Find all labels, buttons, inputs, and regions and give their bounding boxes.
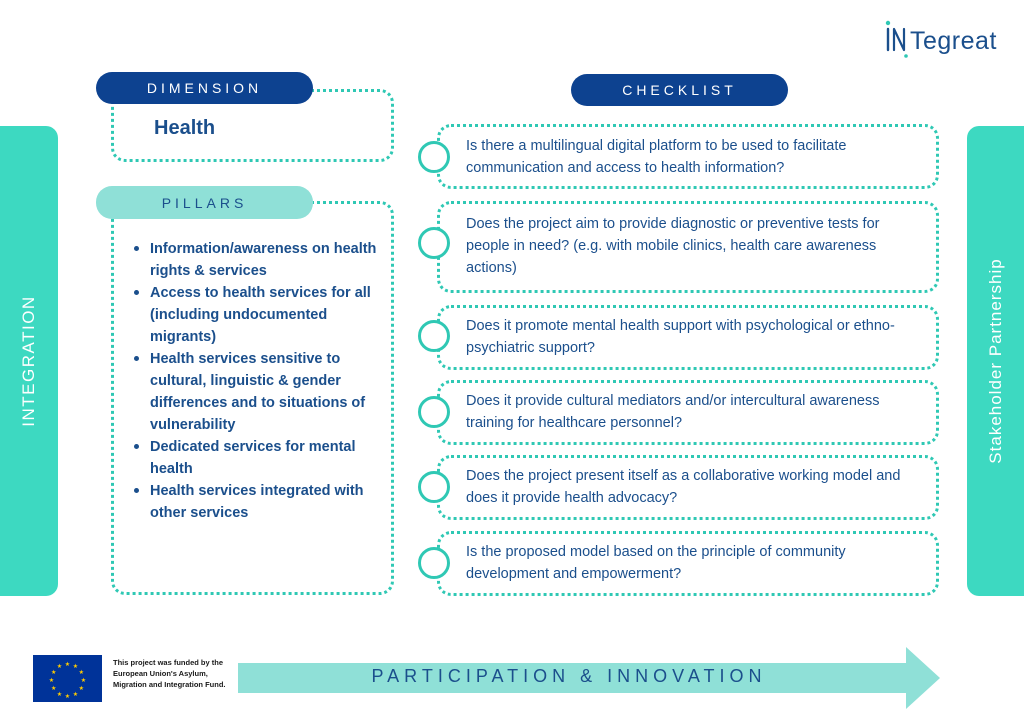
checkbox-circle-icon[interactable] <box>418 396 450 428</box>
svg-text:★: ★ <box>80 677 87 684</box>
svg-text:Tegreat: Tegreat <box>910 27 997 55</box>
checkbox-circle-icon[interactable] <box>418 320 450 352</box>
svg-text:★: ★ <box>64 661 71 668</box>
checkbox-circle-icon[interactable] <box>418 471 450 503</box>
participation-innovation-label: PARTICIPATION & INNOVATION <box>371 666 767 686</box>
funding-notice: This project was funded by the European Union's Asylum, Migration and Integration Fund. <box>113 658 226 689</box>
checkbox-circle-icon[interactable] <box>418 547 450 579</box>
integration-label: INTEGRATION <box>19 295 38 427</box>
dimension-header: DIMENSION <box>96 72 313 104</box>
svg-text:★: ★ <box>48 677 55 684</box>
pillar-item: Health services integrated with other services <box>130 480 380 524</box>
stakeholder-partnership-label: Stakeholder Partnership <box>985 258 1005 464</box>
checklist-item-text: Does the project present itself as a collaborative working model and does it provide health advocacy? <box>466 468 901 506</box>
svg-text:★: ★ <box>51 685 57 692</box>
checklist-item-text: Is the proposed model based on the principle of community development and empowerment? <box>466 544 846 582</box>
checklist-item-text: Does it provide cultural mediators and/or intercultural awareness training for healthcare personnel? <box>466 393 880 431</box>
pillar-item: Access to health services for all (including undocumented migrants) <box>130 282 380 348</box>
stakeholder-partnership-side-bar <box>967 126 1024 596</box>
svg-text:★: ★ <box>78 685 84 692</box>
svg-text:★: ★ <box>56 663 63 671</box>
pillars-list <box>130 238 380 524</box>
checklist-header: CHECKLIST <box>571 74 788 106</box>
integration-side-bar <box>0 126 58 596</box>
svg-text:★: ★ <box>64 693 71 700</box>
checklist-item-text: Does it promote mental health support with psychological or ethno-psychiatric support? <box>466 318 895 356</box>
integreat-logo <box>884 18 1004 58</box>
svg-text:★: ★ <box>51 669 57 676</box>
svg-text:★: ★ <box>78 669 84 676</box>
pillar-item: Information/awareness on health rights & services <box>130 238 380 282</box>
checklist-item-text: Does the project aim to provide diagnostic or preventive tests for people in need? (e.g. with mobile clinics, health care awareness actions) <box>466 216 880 276</box>
svg-text:★: ★ <box>72 690 79 698</box>
dimension-value: Health <box>154 117 216 139</box>
pillars-header: PILLARS <box>96 186 313 219</box>
pillar-item: Health services sensitive to cultural, linguistic & gender differences and to situations of vulnerability <box>130 348 380 436</box>
checkbox-circle-icon[interactable] <box>418 227 450 259</box>
svg-text:★: ★ <box>72 663 79 671</box>
svg-text:★: ★ <box>56 690 63 698</box>
eu-flag-icon <box>33 655 102 702</box>
checkbox-circle-icon[interactable] <box>418 141 450 173</box>
pillar-item: Dedicated services for mental health <box>130 436 380 480</box>
checklist-item-text: Is there a multilingual digital platform to be used to facilitate communication and access to health information? <box>466 138 847 176</box>
